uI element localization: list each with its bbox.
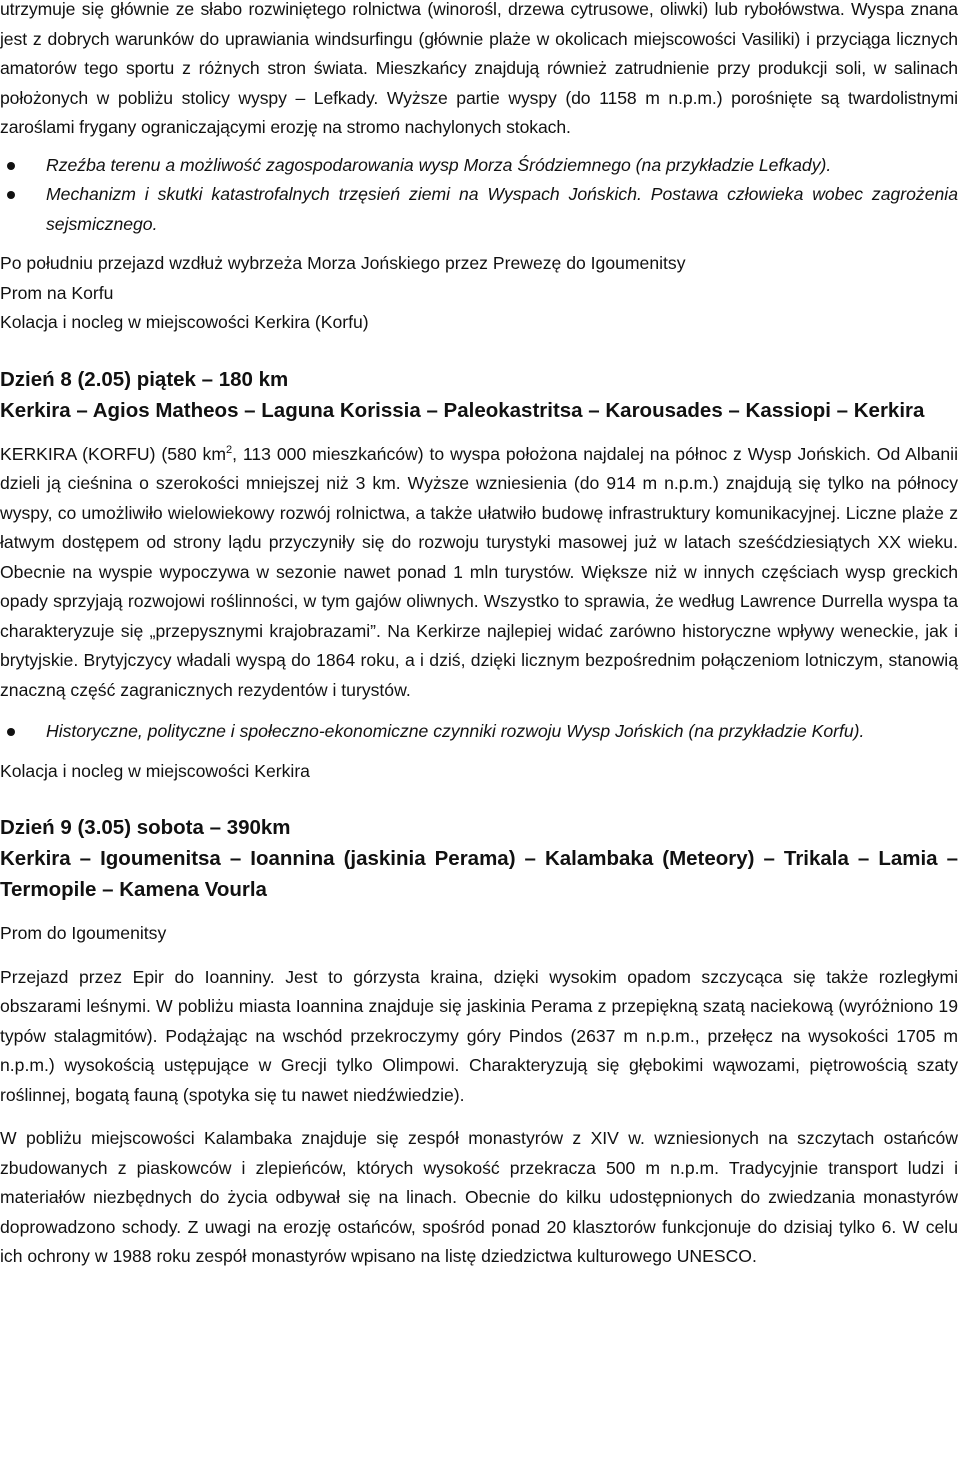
list-item-text: Mechanizm i skutki katastrofalnych trzęsień ziemi na Wyspach Jońskich. Postawa człowieka wobec zagrożenia sejsmicznego.: [46, 184, 958, 234]
day8-paragraph-start: KERKIRA (KORFU) (580 km: [0, 443, 226, 464]
list-item-text: Historyczne, polityczne i społeczno-ekonomiczne czynniki rozwoju Wysp Jońskich (na przykładzie Korfu).: [46, 721, 865, 741]
bullet-icon: [7, 162, 15, 170]
day9-heading: Dzień 9 (3.05) sobota – 390km: [0, 816, 291, 839]
day9-ferry: Prom do Igoumenitsy: [0, 923, 167, 943]
day8-dinner: Kolacja i nocleg w miejscowości Kerkira: [0, 760, 310, 781]
list-item: [0, 151, 958, 181]
day9-paragraph-2: W pobliżu miejscowości Kalambaka znajduje się zespół monastyrów z XIV w. wzniesionych na szczytach ostańców zbudowanych z piaskowców i zlepieńców, których wysokość przekracza 500 m n.p.m. Tradycyjnie transport ludzi i materiałów niezbędnych do życia odbywał się na linach. Obecnie do kilku udostępnionych do zwiedzania monastyrów doprowadzono schody. Z uwagi na erozję ostańców, spośród ponad 20 klasztorów funkcjonuje do dzisiaj tylko 6. W celu ich ochrony w 1988 roku zespół monastyrów wpisano na listę dziedzictwa kulturowego UNESCO.: [0, 1128, 958, 1266]
day7-line-dinner: Kolacja i nocleg w miejscowości Kerkira (Korfu): [0, 312, 369, 332]
list-item: [0, 180, 958, 239]
day9-paragraph-1: Przejazd przez Epir do Ioanniny. Jest to górzysta kraina, dzięki wysokim opadom szczycąca się także rozległymi obszarami leśnymi. W pobliżu miasta Ioannina znajduje się jaskinia Perama z przepiękną szatą naciekową (wyróżniono 19 typów stalagmitów). Podążając na wschód przekroczymy góry Pindos (2637 m n.p.m., przełęcz na wysokości 1705 m n.p.m.) wysokością ustępujące w Grecji tylko Olimpowi. Charakteryzują się głębokimi wąwozami, piętrowością szaty roślinnej, bogatą fauną (spotyka się tu nawet niedźwiedzie).: [0, 966, 958, 1105]
list-item-text: Rzeźba terenu a możliwość zagospodarowania wysp Morza Śródziemnego (na przykładzie Lefkady).: [46, 154, 832, 175]
day8-paragraph-rest: , 113 000 mieszkańców) to wyspa położona najdalej na północ z Wysp Jońskich. Od Albanii dzieli ją cieśnina o szerokości mniejszej niż 3 km. Wyższe wzniesienia (do 914 m n.p.m.) znajdują się tylko na północy wyspy, co umożliwiło wielowiekowy rozwój rolnictwa, a także ułatwiło budowę infrastruktury komunikacyjnej. Liczne plaże z łatwym dostępem od strony lądu przyczyniły się do rozwoju turystyki masowej już w latach sześćdziesiątych XX wieku. Obecnie na wyspie wypoczywa w sezonie nawet ponad 1 mln turystów. Większe niż w innych częściach wysp greckich opady sprzyjają rozwojowi roślinności, w tym gajów oliwnych. Wszystko to sprawia, że według Lawrence Durrella wyspa ta charakteryzuje się „przepysznymi krajobrazami”. Na Kerkirze najlepiej widać zarówno historyczne wpływy weneckie, jak i brytyjskie. Brytyjczycy władali wyspą do 1864 roku, a i dziś, dzięki licznym bezpośrednim połączeniom lotniczym, stanowią znaczną część zagranicznych rezydentów i turystów.: [0, 443, 958, 700]
topic-list-1: [0, 151, 958, 240]
list-item: [0, 717, 958, 747]
day7-line-ferry: Prom na Korfu: [0, 282, 114, 303]
day7-line-transfer: Po południu przejazd wzdłuż wybrzeża Morza Jońskiego przez Prewezę do Igoumenitsy: [0, 253, 686, 273]
day8-heading: Dzień 8 (2.05) piątek – 180 km: [0, 367, 289, 391]
bullet-icon: [7, 728, 15, 736]
bullet-icon: [7, 191, 15, 199]
day8-route: Kerkira – Agios Matheos – Laguna Korissia – Paleokastritsa – Karousades – Kassiopi – Kerkira: [0, 398, 925, 422]
day8-paragraph: [0, 440, 958, 706]
superscript: 2: [225, 443, 233, 456]
intro-paragraph: utrzymuje się głównie ze słabo rozwiniętego rolnictwa (winorośl, drzewa cytrusowe, oliwki) lub rybołówstwa. Wyspa znana jest z dobrych warunków do uprawiania windsurfingu (głównie plaże w okolicach miejscowości Vasiliki) i przyciąga licznych amatorów tego sportu z różnych stron świata. Mieszkańcy znajdują również zatrudnienie przy produkcji soli, w salinach położonych w pobliżu stolicy wyspy – Lefkady. Wyższe partie wyspy (do 1158 m n.p.m.) porośnięte są twardolistnymi zaroślami frygany ograniczającymi erozję na stromo nachylonych stokach.: [0, 0, 958, 137]
day9-route: Kerkira – Igoumenitsa – Ioannina (jaskinia Perama) – Kalambaka (Meteory) – Trikala – Lamia – Termopile – Kamena Vourla: [0, 847, 958, 901]
topic-list-2: [0, 717, 958, 747]
